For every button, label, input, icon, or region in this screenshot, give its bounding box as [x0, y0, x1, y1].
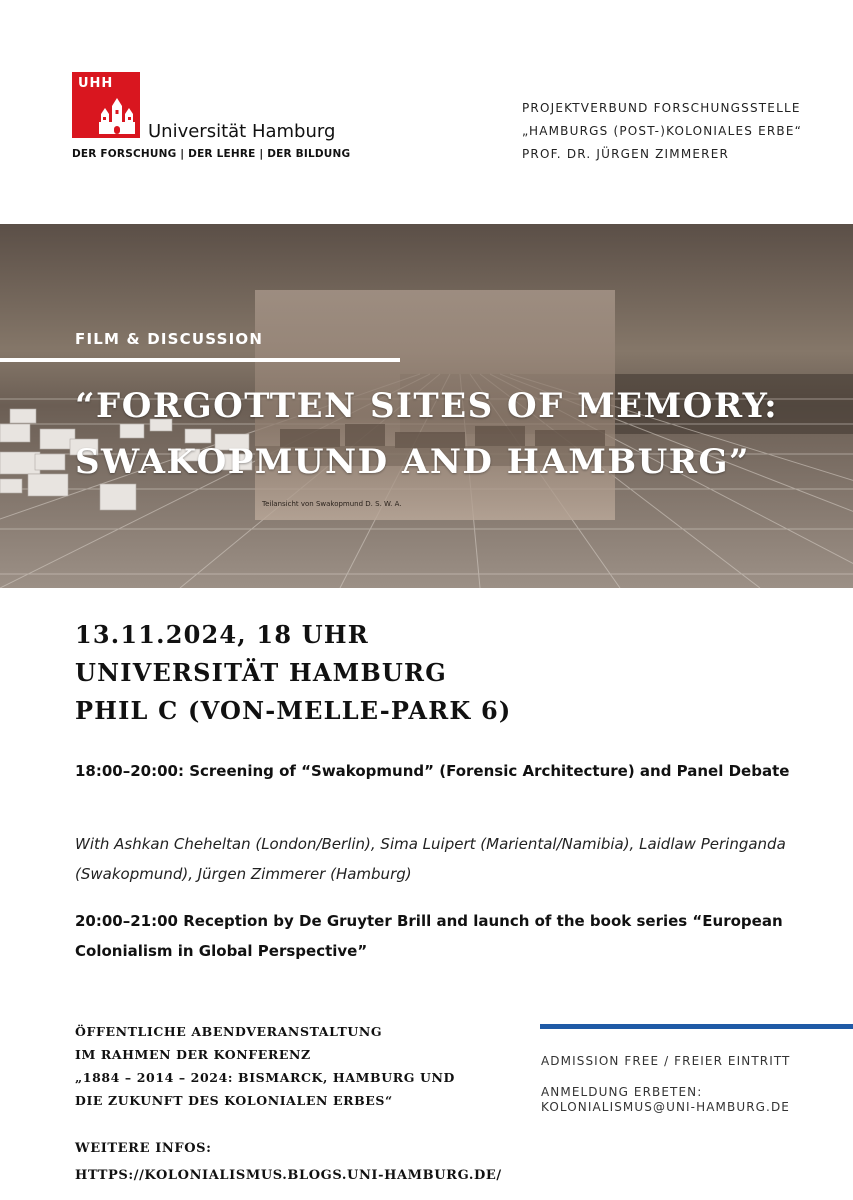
register-email-link[interactable]: KOLONIALISMUS@UNI-HAMBURG.DE	[541, 1100, 790, 1114]
register-label: ANMELDUNG ERBETEN:	[541, 1085, 703, 1099]
conference-line: IM RAHMEN DER KONFERENZ	[75, 1047, 311, 1062]
project-line: PROF. DR. JÜRGEN ZIMMERER	[522, 147, 730, 161]
title-line: SWAKOPMUND AND HAMBURG”	[75, 442, 751, 482]
event-room: PHIL C (VON-MELLE-PARK 6)	[75, 696, 512, 725]
event-date: 13.11.2024, 18 UHR	[75, 620, 369, 649]
conference-line: DIE ZUKUNFT DES KOLONIALEN ERBES“	[75, 1093, 393, 1108]
program-reception: 20:00–21:00 Reception by De Gruyter Brill and launch of the book series “European Colonialism in Global Perspective”	[75, 912, 783, 960]
infos-url-link[interactable]: HTTPS://KOLONIALISMUS.BLOGS.UNI-HAMBURG.DE/	[75, 1168, 502, 1183]
admission-text: ADMISSION FREE / FREIER EINTRITT	[541, 1054, 791, 1068]
university-logo	[72, 72, 372, 172]
program-screening: 18:00–20:00: Screening of “Swakopmund” (Forensic Architecture) and Panel Debate	[75, 762, 790, 780]
event-when-where	[75, 616, 511, 730]
film-discussion-label: FILM & DISCUSSION	[75, 330, 264, 348]
registration-info	[541, 1085, 790, 1115]
project-line: PROJEKTVERBUND FORSCHUNGSSTELLE	[522, 101, 801, 115]
title-line: “FORGOTTEN SITES OF MEMORY:	[75, 386, 779, 426]
more-infos	[75, 1135, 502, 1189]
hamburg-castle-icon	[99, 96, 135, 134]
photo-caption: Teilansicht von Swakopmund D. S. W. A.	[262, 500, 402, 508]
conference-info	[75, 1020, 455, 1112]
conference-line: ÖFFENTLICHE ABENDVERANSTALTUNG	[75, 1024, 383, 1039]
university-name: Universität Hamburg	[148, 121, 336, 142]
blue-divider	[540, 1024, 853, 1029]
logo-red-square	[72, 72, 140, 138]
event-title	[75, 378, 835, 490]
program-speakers: With Ashkan Cheheltan (London/Berlin), Sima Luipert (Mariental/Namibia), Laidlaw Peringanda (Swakopmund), Jürgen Zimmerer (Hamburg)	[75, 835, 786, 883]
university-motto: DER FORSCHUNG | DER LEHRE | DER BILDUNG	[72, 148, 351, 160]
conference-line: „1884 – 2014 – 2024: BISMARCK, HAMBURG UND	[75, 1070, 455, 1085]
project-line: „HAMBURGS (POST-)KOLONIALES ERBE“	[522, 124, 803, 138]
event-venue: UNIVERSITÄT HAMBURG	[75, 658, 447, 687]
infos-label: WEITERE INFOS:	[75, 1141, 212, 1156]
white-divider	[0, 358, 400, 362]
project-info	[522, 97, 842, 166]
logo-uhh-text: UHH	[78, 76, 114, 91]
